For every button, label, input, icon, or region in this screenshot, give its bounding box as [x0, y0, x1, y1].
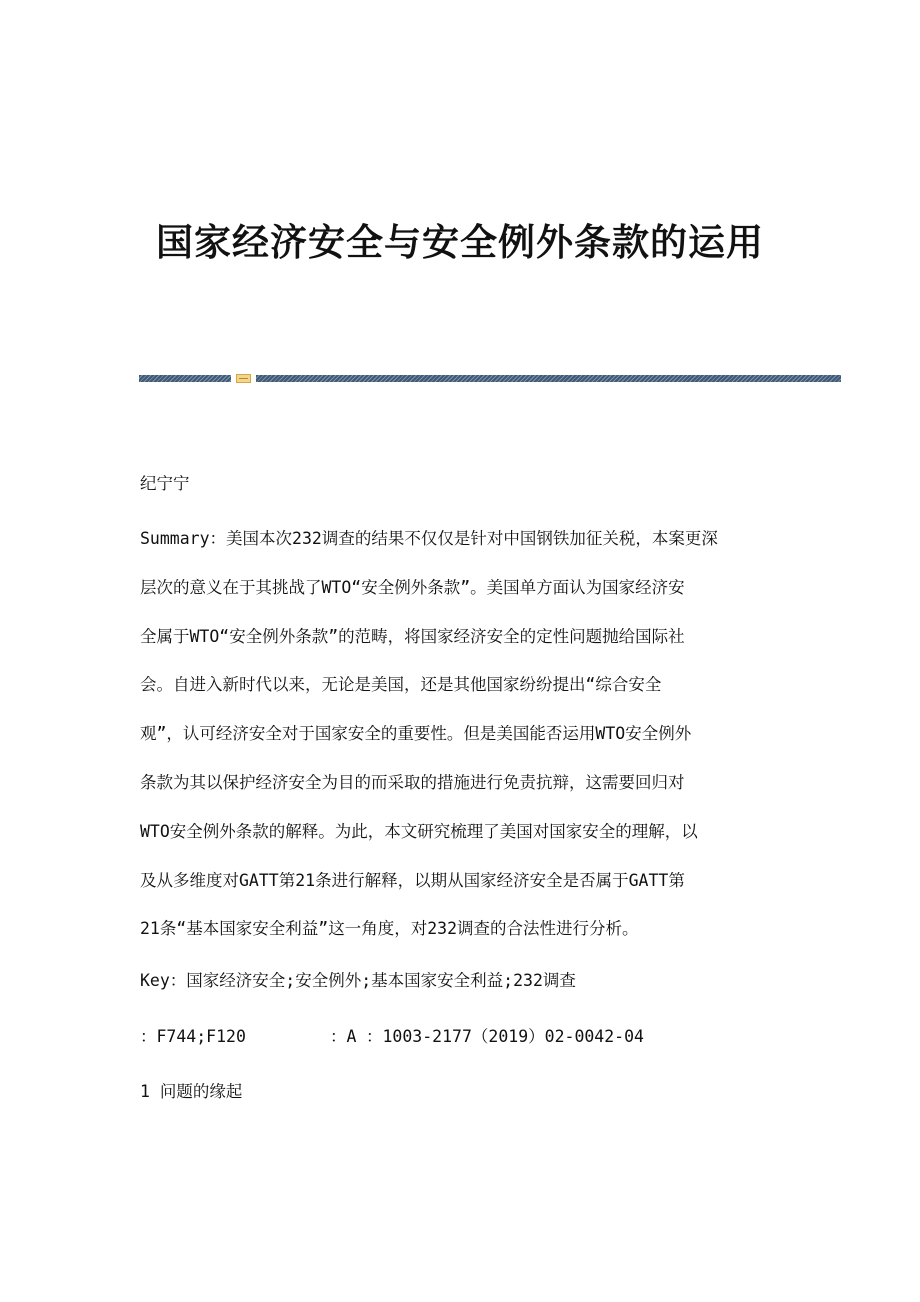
- divider-bar-right: [256, 375, 841, 382]
- summary-line: 全属于WTO“安全例外条款”的范畴，将国家经济安全的定性问题抛给国际社: [140, 626, 685, 646]
- summary-line: 层次的意义在于其挑战了WTO“安全例外条款”。美国单方面认为国家经济安: [140, 577, 685, 597]
- summary-line: 观”，认可经济安全对于国家安全的重要性。但是美国能否运用WTO安全例外: [140, 724, 692, 744]
- author-name: 纪宁宁: [140, 474, 190, 493]
- title-divider: [139, 374, 841, 383]
- keywords-line: Key：国家经济安全;安全例外;基本国家安全利益;232调查: [140, 971, 576, 990]
- summary-line: Summary：美国本次232调查的结果不仅仅是针对中国钢铁加征关税，本案更深: [140, 529, 718, 548]
- summary-line: 21条“基本国家安全利益”这一角度，对232调查的合法性进行分析。: [140, 919, 639, 939]
- summary-line: 会。自进入新时代以来，无论是美国，还是其他国家纷纷提出“综合安全: [140, 675, 662, 695]
- doc-code: ：A: [330, 1027, 357, 1046]
- summary-line: 条款为其以保护经济安全为目的而采取的措施进行免责抗辩，这需要回归对: [140, 772, 685, 792]
- section-heading: 1 问题的缘起: [140, 1082, 243, 1101]
- clc-number: ：F744;F120: [140, 1027, 246, 1046]
- envelope-icon: [236, 374, 251, 383]
- summary-line: 及从多维度对GATT第21条进行解释，以期从国家经济安全是否属于GATT第: [140, 870, 685, 890]
- article-id: ：1003-2177（2019）02-0042-04: [366, 1027, 644, 1046]
- classification-line: [140, 1025, 780, 1049]
- document-title: 国家经济安全与安全例外条款的运用: [156, 221, 764, 264]
- summary-line: WTO安全例外条款的解释。为此，本文研究梳理了美国对国家安全的理解，以: [140, 821, 698, 841]
- divider-bar-left: [139, 375, 231, 382]
- summary-paragraph: [140, 515, 780, 954]
